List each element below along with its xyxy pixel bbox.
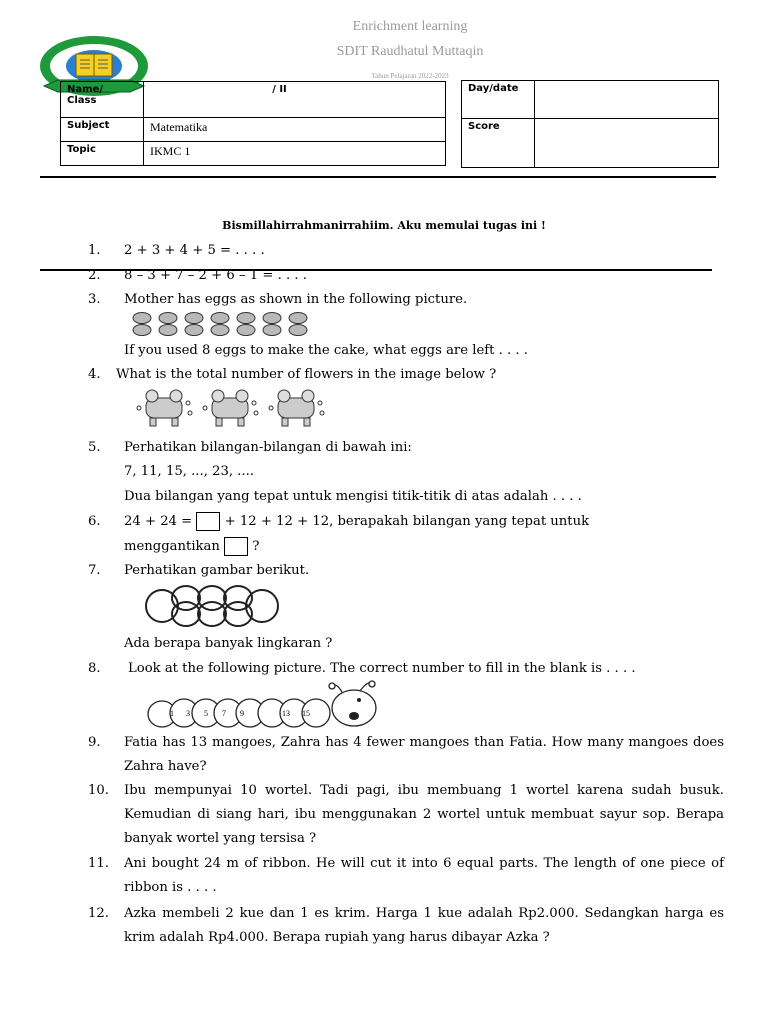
caterpillar-label: 5: [204, 709, 208, 718]
q5-number: 5.: [88, 440, 101, 455]
q12-text: Azka membeli 2 kue dan 1 es krim. Harga 1 kue adalah Rp2.000. Sedangkan harga es krim adalah Rp4.000. Berapa rupiah yang harus dibayar Azka ?: [124, 906, 724, 945]
q6-text-d: ?: [252, 539, 260, 554]
caterpillar-label: 1: [170, 709, 174, 718]
eggs-image: [130, 311, 320, 337]
q6-number: 6.: [88, 514, 101, 529]
flowers-image: [132, 388, 328, 428]
q7-text: Perhatikan gambar berikut.: [124, 563, 310, 578]
header-line3: Tahun Pelajaran 2022-2023: [371, 72, 449, 80]
caterpillar-label: 3: [186, 709, 190, 718]
score-label: Score: [462, 119, 535, 168]
topic-value: IKMC 1: [144, 142, 446, 166]
q6-text-c: menggantikan: [124, 539, 220, 554]
q5-text3: Dua bilangan yang tepat untuk mengisi titik-titik di atas adalah . . . .: [124, 489, 582, 504]
q3-number: 3.: [88, 292, 101, 307]
topic-label: Topic: [61, 142, 144, 166]
student-info-table: [60, 81, 446, 166]
q6-answer-box-1[interactable]: [196, 512, 220, 531]
daydate-label: Day/date: [462, 81, 535, 119]
q6-text-a: 24 + 24 =: [124, 514, 193, 529]
name-class-value: / II: [272, 84, 287, 95]
q3-text: Mother has eggs as shown in the following picture.: [124, 292, 468, 307]
q4-text: What is the total number of flowers in the image below ?: [116, 367, 497, 382]
q6-line1: [124, 512, 724, 531]
header-line1: Enrichment learning: [352, 19, 468, 34]
q2-text: 8 – 3 + 7 – 2 + 6 – 1 = . . . .: [124, 268, 307, 283]
caterpillar-label: 9: [240, 709, 244, 718]
q2-number: 2.: [88, 268, 101, 283]
name-class-label-cell: [61, 82, 144, 118]
q5-text: Perhatikan bilangan-bilangan di bawah ini:: [124, 440, 412, 455]
q6-text-b: + 12 + 12 + 12, berapakah bilangan yang tepat untuk: [224, 514, 590, 529]
name-label: Name/: [67, 84, 103, 95]
header-divider: [40, 176, 716, 178]
q8-text: Look at the following picture. The correct number to fill in the blank is . . . .: [128, 661, 636, 676]
q7-text2: Ada berapa banyak lingkaran ?: [124, 636, 333, 651]
q11-number: 11.: [88, 856, 109, 871]
q1-number: 1.: [88, 243, 101, 258]
q3-text2: If you used 8 eggs to make the cake, what eggs are left . . . .: [124, 343, 528, 358]
caterpillar-image: [146, 680, 382, 732]
class-label: Class: [67, 95, 97, 106]
subject-label: Subject: [61, 118, 144, 142]
q8-number: 8.: [88, 661, 101, 676]
score-table: [461, 80, 719, 168]
intro-text: Bismillahirrahmanirrahiim. Aku memulai tugas ini !: [222, 219, 546, 232]
daydate-value-cell[interactable]: [535, 81, 719, 119]
caterpillar-label: 13: [282, 709, 290, 718]
name-value-cell[interactable]: [144, 82, 446, 118]
q9-text: Fatia has 13 mangoes, Zahra has 4 fewer mangoes than Fatia. How many mangoes does Zahra have?: [124, 735, 724, 774]
caterpillar-label: 7: [222, 709, 226, 718]
header-line2: SDIT Raudhatul Muttaqin: [336, 44, 484, 59]
q6-answer-box-2[interactable]: [224, 537, 248, 556]
circles-image: [144, 584, 280, 628]
q10-number: 10.: [88, 783, 109, 798]
q10-text: Ibu mempunyai 10 wortel. Tadi pagi, ibu membuang 1 wortel karena sudah busuk. Kemudian di siang hari, ibu menggunakan 2 wortel untuk membuat sayur sop. Berapa banyak wortel yang tersisa ?: [124, 783, 724, 846]
q9-number: 9.: [88, 735, 101, 750]
q6-line2: [124, 537, 724, 556]
q1-text: 2 + 3 + 4 + 5 = . . . .: [124, 243, 265, 258]
caterpillar-label: 15: [302, 709, 310, 718]
subject-value: Matematika: [144, 118, 446, 142]
score-value-cell[interactable]: [535, 119, 719, 168]
q11-text: Ani bought 24 m of ribbon. He will cut it into 6 equal parts. The length of one piece of ribbon is . . . .: [124, 856, 724, 895]
q5-sequence: 7, 11, 15, ..., 23, ....: [124, 464, 254, 479]
q12-number: 12.: [88, 906, 109, 921]
q4-number: 4.: [88, 367, 101, 382]
q7-number: 7.: [88, 563, 101, 578]
